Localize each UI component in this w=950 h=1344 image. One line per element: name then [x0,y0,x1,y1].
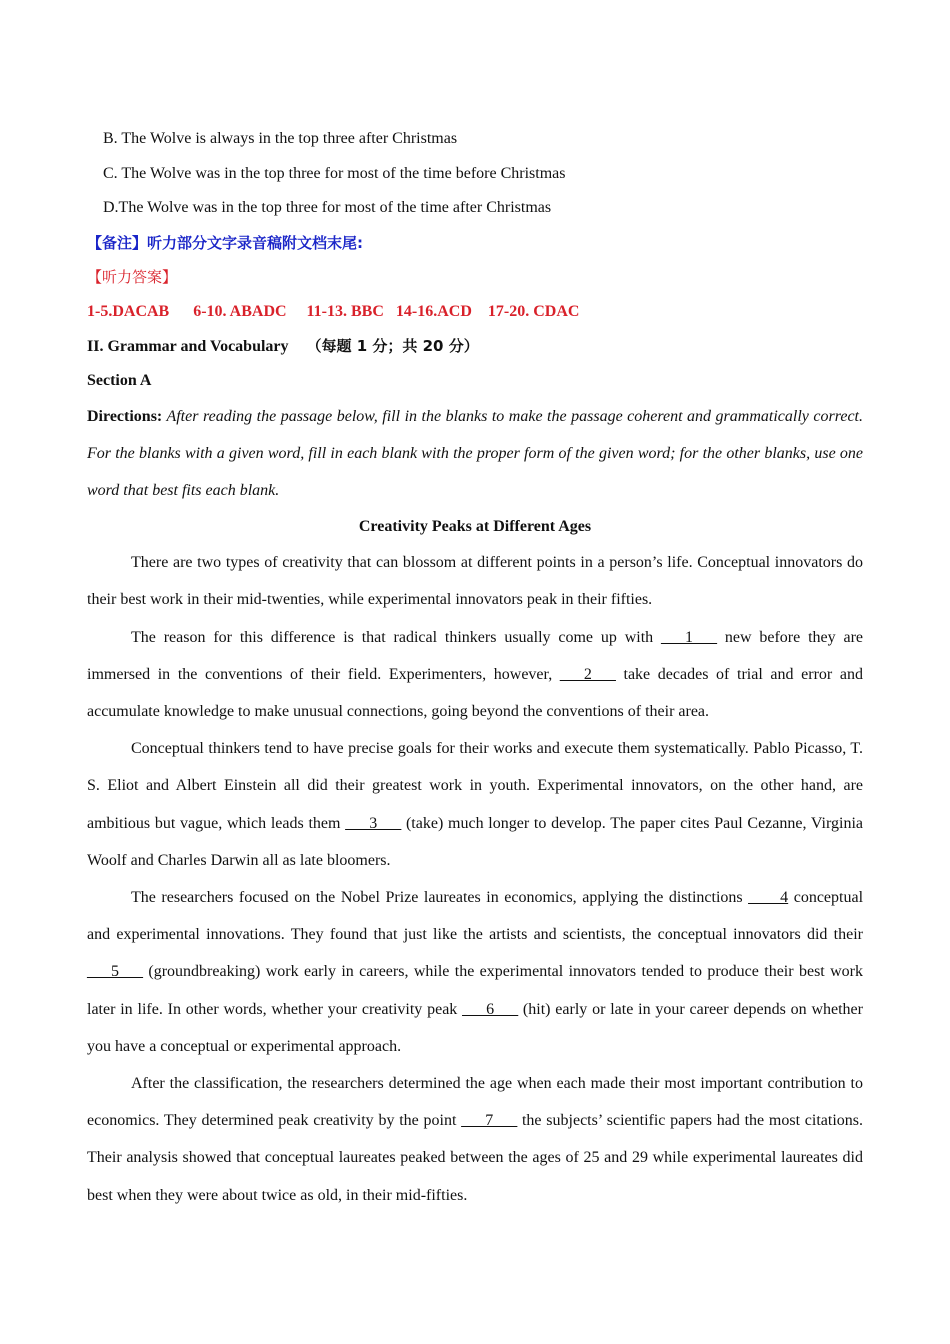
document-page [87,122,863,1214]
blank-6: ___6___ [462,1000,519,1018]
p4-text-c: (groundbreaking) work early in careers, while the experimental innovators tended to produce their best work later in life. In other words, whether your creativity peak [87,963,863,1018]
directions [87,398,863,510]
listening-note: 【备注】听力部分文字录音稿附文档末尾: [87,233,364,252]
passage-title: Creativity Peaks at Different Ages [358,517,592,535]
p2-text-a: The reason for this difference is that radical thinkers usually come up with [131,628,662,646]
section-heading-text: II. Grammar and Vocabulary [87,338,289,355]
blank-1: ___1___ [661,628,718,646]
blank-3: ___3___ [345,814,402,832]
p3-text-b: (take) much longer to develop. The paper cites Paul Cezanne, Virginia Woolf and Charles Darwin all as late bloomers. [87,814,864,869]
option-b: B. The Wolve is always in the top three after Christmas [103,130,458,147]
p4-text-d: (hit) early or late in your career depends on whether you have a conceptual or experimental approach. [87,1000,863,1055]
blank-2: ___2___ [559,665,616,683]
directions-text: After reading the passage below, fill in the blanks to make the passage coherent and grammatically correct. For the blanks with a given word, fill in each blank with the proper form of the given word; for the other blanks, use one word that best fits each blank. [87,408,863,500]
p4-text-a: The researchers focused on the Nobel Prize laureates in economics, applying the distinctions [131,888,749,906]
p2-text-c: take decades of trial and error and accumulate knowledge to make unusual connections, going beyond the conventions of their area. [87,665,863,720]
paragraph-2 [87,619,863,731]
answers-line: 1-5.DACAB 6-10. ABADC 11-13. BBC 14-16.ACD 17-20. CDAC [87,302,580,320]
blank-7: ___7___ [461,1112,518,1130]
paragraph-3 [87,730,863,879]
p5-text-a: After the classification, the researchers determined the age when each made their most important contribution to economics. They determined peak creativity by the point [87,1074,863,1130]
paragraph-4 [87,879,863,1065]
p2-text-b: new before they are immersed in the conventions of their field. Experimenters, however, [87,628,864,683]
section-a-heading: Section A [87,371,152,389]
option-d: D.The Wolve was in the top three for most of the time after Christmas [103,199,552,216]
p3-text-a: Conceptual thinkers tend to have precise goals for their works and execute them systematically. Pablo Picasso, T. S. Eliot and Albert Einstein all did their greatest work in youth. Experimental innovators, on the other hand, are ambitious but vague, which leads them [87,740,863,832]
section-points: （每题 1 分；共 20 分） [306,337,479,355]
paragraph-5 [87,1065,863,1214]
paragraph-1: There are two types of creativity that can blossom at different points in a person’s life. Conceptual innovators do their best work in their mid-twenties, while experimental innovators peak in their fifties. [87,554,863,609]
p5-text-b: the subjects’ scientific papers had the most citations. Their analysis showed that conceptual laureates peaked between the ages of 25 and 29 while experimental laureates did best when they were about twice as old, in their mid-fifties. [87,1112,864,1204]
section-heading [87,329,863,364]
option-c: C. The Wolve was in the top three for most of the time before Christmas [103,164,566,182]
answers-title: 【听力答案】 [87,268,178,286]
directions-label: Directions: [87,408,163,425]
blank-4: ____4 [748,888,789,906]
blank-5: ___5___ [87,963,143,981]
p4-text-b: conceptual and experimental innovations. They found that just like the artists and scientists, the conceptual innovators did their [87,888,864,944]
